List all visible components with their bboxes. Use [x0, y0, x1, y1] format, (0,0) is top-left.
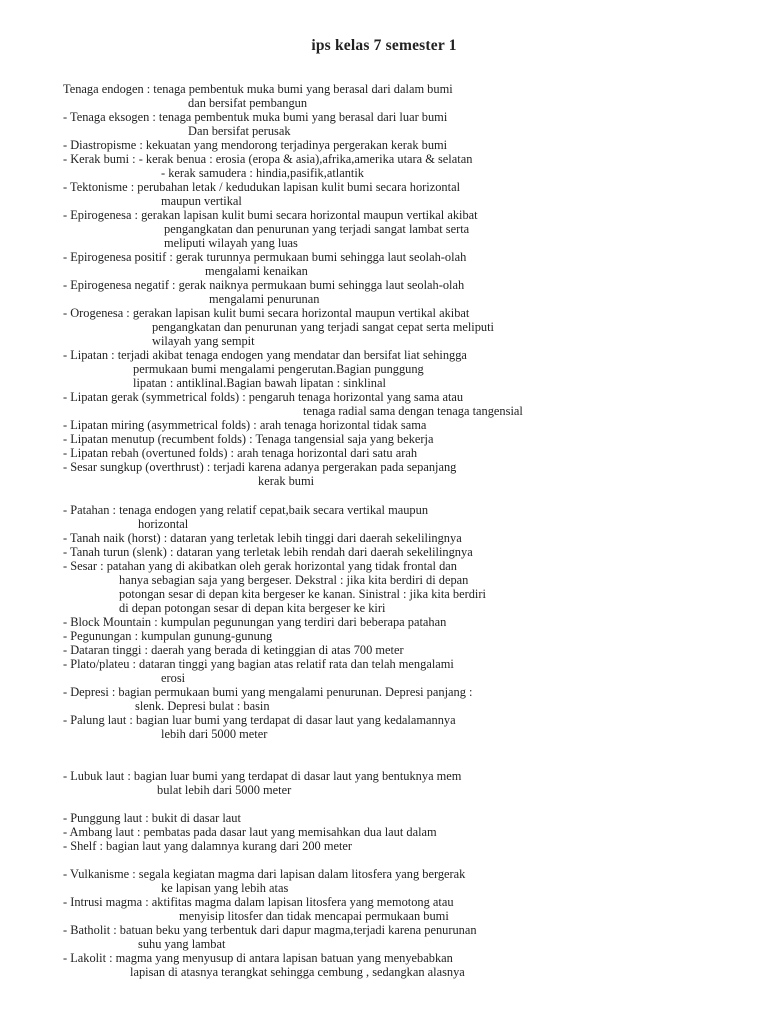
text-line: - Sesar : patahan yang di akibatkan oleh gerak horizontal yang tidak frontal dan: [63, 559, 457, 573]
text-line: - Diastropisme : kekuatan yang mendorong terjadinya pergerakan kerak bumi: [63, 138, 448, 152]
text-line: - Depresi : bagian permukaan bumi yang mengalami penurunan. Depresi panjang :: [63, 685, 473, 699]
text-line: - Lipatan gerak (symmetrical folds) : pengaruh tenaga horizontal yang sama atau: [63, 390, 464, 404]
text-line: menyisip litosfer dan tidak mencapai permukaan bumi: [179, 909, 449, 923]
text-line: - Punggung laut : bukit di dasar laut: [63, 811, 241, 825]
text-line: lapisan di atasnya terangkat sehingga cembung , sedangkan alasnya: [130, 965, 465, 979]
text-line: - Batholit : batuan beku yang terbentuk dari dapur magma,terjadi karena penurunan: [63, 923, 477, 937]
text-line: - Lubuk laut : bagian luar bumi yang terdapat di dasar laut yang bentuknya mem: [63, 769, 462, 783]
text-line: slenk. Depresi bulat : basin: [135, 699, 270, 713]
text-line: potongan sesar di depan kita bergeser ke kanan. Sinistral : jika kita berdiri: [119, 587, 486, 601]
text-line: - Intrusi magma : aktifitas magma dalam lapisan litosfera yang memotong atau: [63, 895, 454, 909]
text-line: - Orogenesa : gerakan lapisan kulit bumi secara horizontal maupun vertikal akibat: [63, 306, 470, 320]
text-line: suhu yang lambat: [138, 937, 226, 951]
text-line: wilayah yang sempit: [152, 334, 255, 348]
text-line: - Patahan : tenaga endogen yang relatif cepat,baik secara vertikal maupun: [63, 503, 429, 517]
text-line: hanya sebagian saja yang bergeser. Dekstral : jika kita berdiri di depan: [119, 573, 469, 587]
text-line: - Palung laut : bagian luar bumi yang terdapat di dasar laut yang kedalamannya: [63, 713, 456, 727]
text-line: lebih dari 5000 meter: [161, 727, 268, 741]
text-line: maupun vertikal: [161, 194, 242, 208]
text-line: - Lipatan : terjadi akibat tenaga endogen yang mendatar dan bersifat liat sehingga: [63, 348, 467, 362]
text-line: erosi: [161, 671, 186, 685]
text-line: - Lipatan miring (asymmetrical folds) : arah tenaga horizontal tidak sama: [63, 418, 427, 432]
text-line: Dan bersifat perusak: [188, 124, 291, 138]
text-line: - Plato/plateu : dataran tinggi yang bagian atas relatif rata dan telah mengalami: [63, 657, 454, 671]
text-line: pengangkatan dan penurunan yang terjadi sangat lambat serta: [164, 222, 470, 236]
text-line: pengangkatan dan penurunan yang terjadi sangat cepat serta meliputi: [152, 320, 494, 334]
text-line: - Tanah naik (horst) : dataran yang terletak lebih tinggi dari daerah sekelilingnya: [63, 531, 462, 545]
text-line: Tenaga endogen : tenaga pembentuk muka bumi yang berasal dari dalam bumi: [63, 82, 453, 96]
text-line: dan bersifat pembangun: [188, 96, 308, 110]
text-line: kerak bumi: [258, 474, 315, 488]
text-line: - Dataran tinggi : daerah yang berada di ketinggian di atas 700 meter: [63, 643, 404, 657]
text-line: - Epirogenesa negatif : gerak naiknya permukaan bumi sehingga laut seolah-olah: [63, 278, 465, 292]
text-line: mengalami penurunan: [209, 292, 320, 306]
text-line: - Block Mountain : kumpulan pegunungan yang terdiri dari beberapa patahan: [63, 615, 447, 629]
text-line: - Tanah turun (slenk) : dataran yang terletak lebih rendah dari daerah sekelilingnya: [63, 545, 473, 559]
text-line: lipatan : antiklinal.Bagian bawah lipatan : sinklinal: [133, 376, 386, 390]
text-line: di depan potongan sesar di depan kita bergeser ke kiri: [119, 601, 386, 615]
text-line: - Lipatan rebah (overtuned folds) : arah tenaga horizontal dari satu arah: [63, 446, 418, 460]
text-line: mengalami kenaikan: [205, 264, 308, 278]
document-title: ips kelas 7 semester 1: [311, 37, 457, 54]
text-line: - Tenaga eksogen : tenaga pembentuk muka bumi yang berasal dari luar bumi: [63, 110, 448, 124]
text-line: - Epirogenesa positif : gerak turunnya permukaan bumi sehingga laut seolah-olah: [63, 250, 467, 264]
text-line: - Pegunungan : kumpulan gunung-gunung: [63, 629, 273, 643]
text-line: meliputi wilayah yang luas: [164, 236, 298, 250]
text-line: - Epirogenesa : gerakan lapisan kulit bumi secara horizontal maupun vertikal akibat: [63, 208, 478, 222]
text-line: - Ambang laut : pembatas pada dasar laut yang memisahkan dua laut dalam: [63, 825, 437, 839]
text-line: - Vulkanisme : segala kegiatan magma dari lapisan dalam litosfera yang bergerak: [63, 867, 466, 881]
text-line: - Kerak bumi : - kerak benua : erosia (eropa & asia),afrika,amerika utara & selatan: [63, 152, 473, 166]
text-line: - Lipatan menutup (recumbent folds) : Tenaga tangensial saja yang bekerja: [63, 432, 434, 446]
text-line: permukaan bumi mengalami pengerutan.Bagian punggung: [133, 362, 424, 376]
text-line: ke lapisan yang lebih atas: [161, 881, 289, 895]
text-line: - Tektonisme : perubahan letak / kedudukan lapisan kulit bumi secara horizontal: [63, 180, 461, 194]
text-line: bulat lebih dari 5000 meter: [157, 783, 292, 797]
text-line: tenaga radial sama dengan tenaga tangensial: [303, 404, 523, 418]
text-line: - kerak samudera : hindia,pasifik,atlantik: [161, 166, 364, 180]
text-line: - Shelf : bagian laut yang dalamnya kurang dari 200 meter: [63, 839, 353, 853]
text-line: - Sesar sungkup (overthrust) : terjadi karena adanya pergerakan pada sepanjang: [63, 460, 457, 474]
text-line: - Lakolit : magma yang menyusup di antara lapisan batuan yang menyebabkan: [63, 951, 453, 965]
text-line: horizontal: [138, 517, 189, 531]
